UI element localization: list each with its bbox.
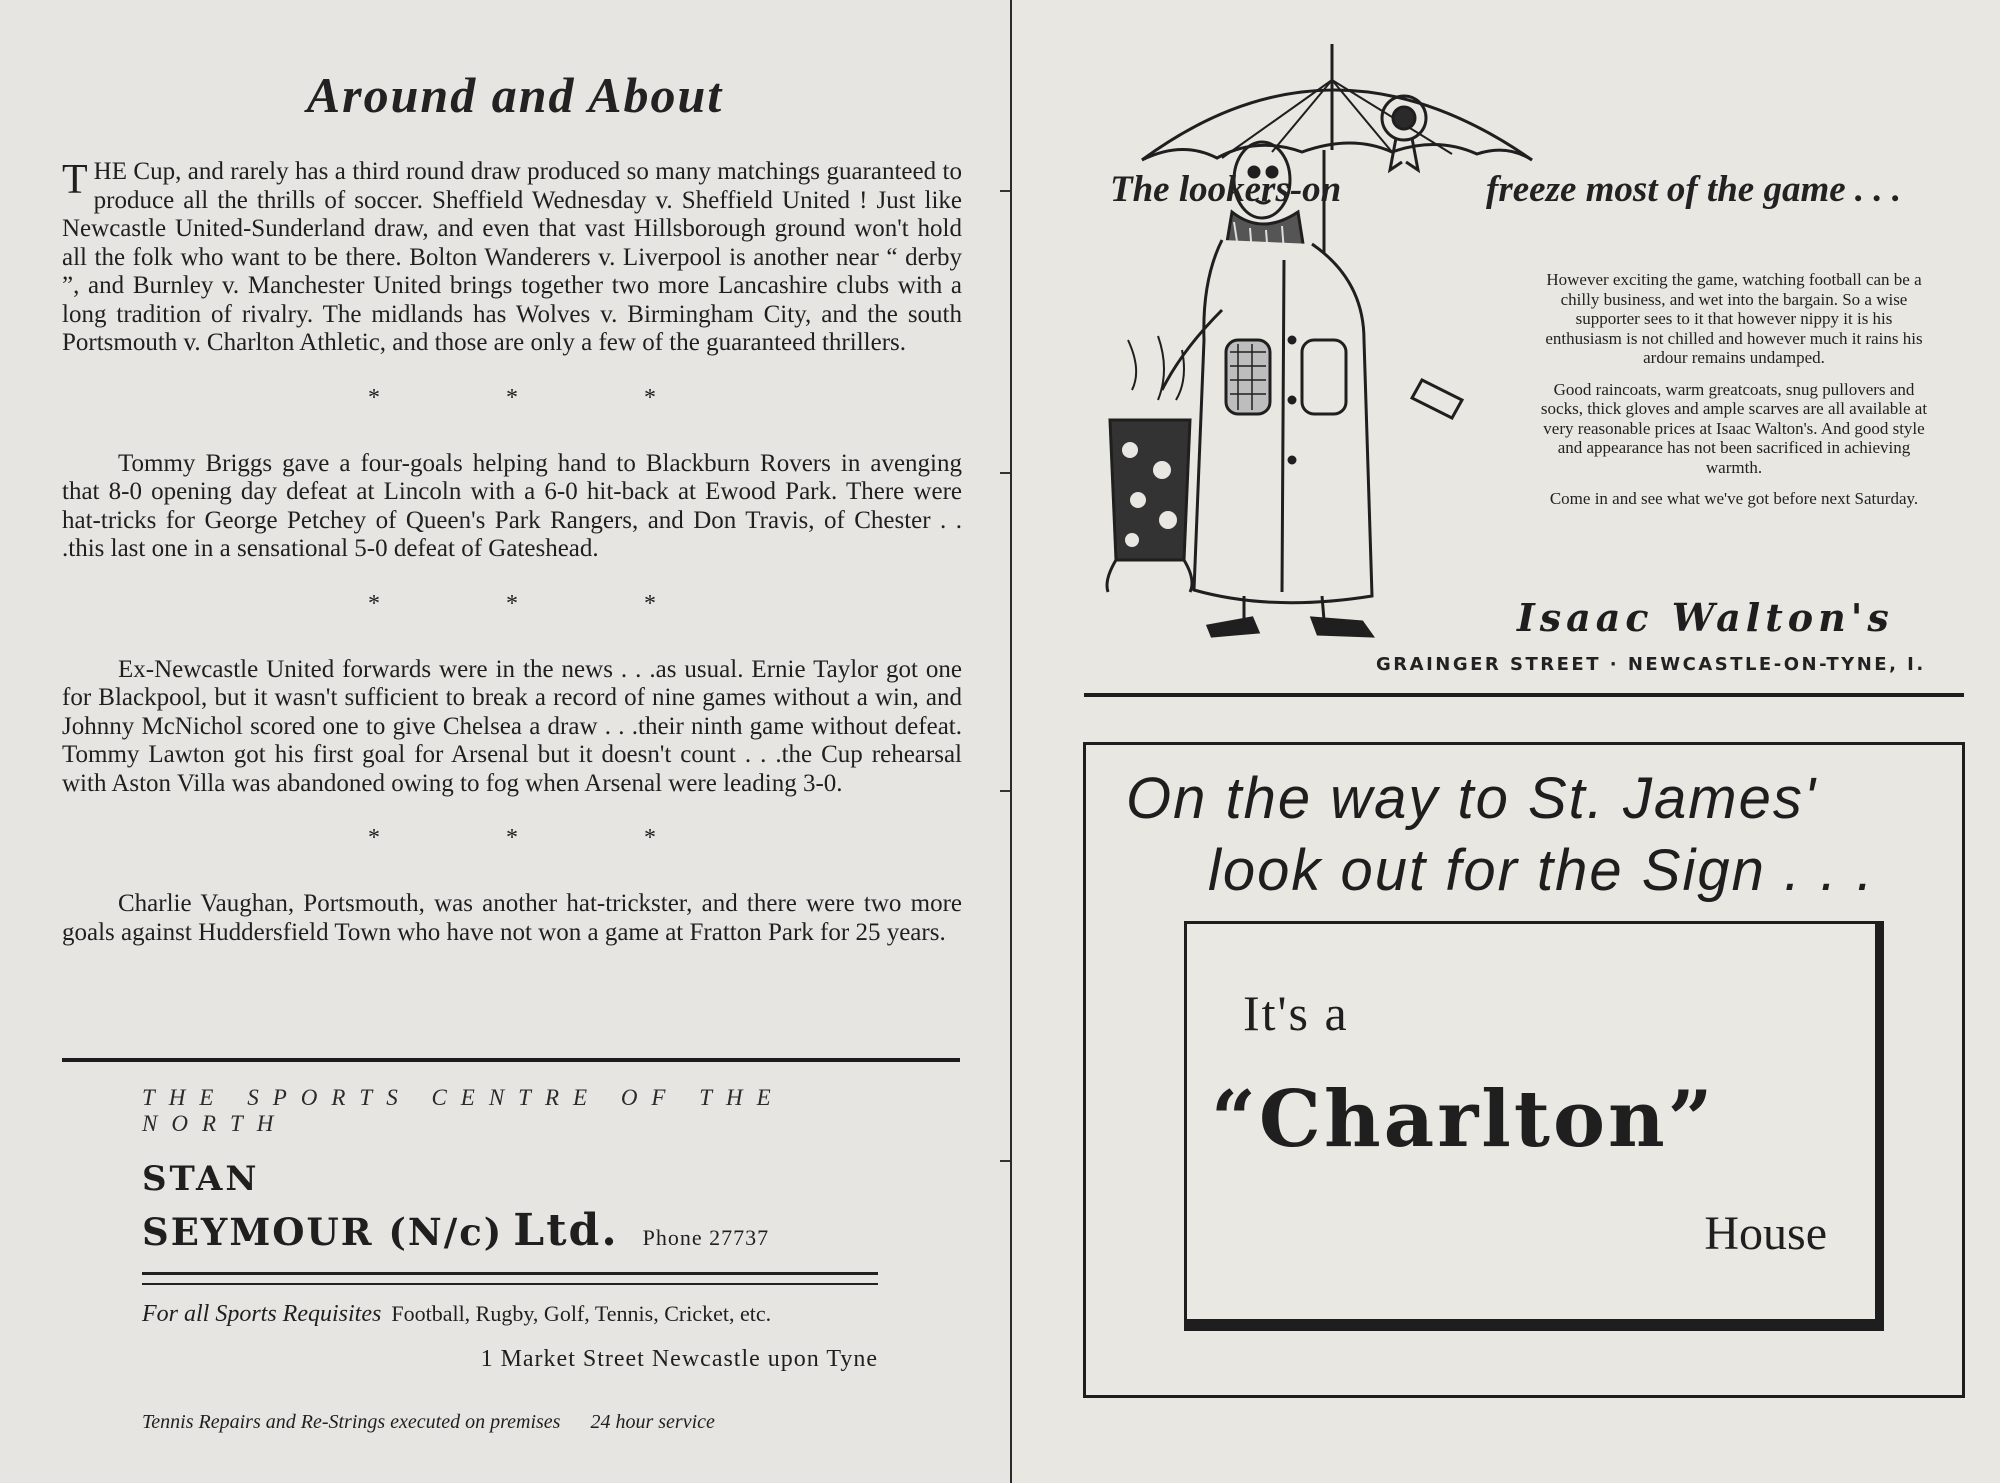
advert-headline-part1: The lookers-on: [1110, 169, 1342, 210]
advert-headline-part2: freeze most of the game . . .: [1486, 169, 1902, 210]
article-body: [62, 158, 962, 947]
requisites-label: For all Sports Requisites: [142, 1301, 382, 1327]
advert-copy: [1540, 270, 1928, 521]
stan-seymour-advert: [142, 1085, 902, 1434]
advert-copy-paragraph: However exciting the game, watching football can be a chilly business, and wet into the bargain. So a wise supporter sees to it that however nippy it is his enthusiasm is not chilled and however much it rains his ardour remains undamped.: [1545, 270, 1923, 367]
umbrella-canopy: [1142, 90, 1532, 160]
article-paragraph-3: Ex-Newcastle United forwards were in the news . . .as usual. Ernie Taylor got one for Blackpool, but it wasn't sufficient to break a record of nine games without a win, and Johnny McNichol scored one to give Chelsea a draw . . .their ninth game without defeat. Tommy Lawton got his first goal for Arsenal but it doesn't count . . .the Cup rehearsal with Aston Villa was abandoned owing to fog when Arsenal were leading 3-0.: [62, 655, 962, 797]
staple-mark: [1000, 472, 1010, 474]
brand-name: Isaac Walton's: [1517, 595, 1894, 640]
advert-tagline-line1: On the way to St. James': [1126, 766, 1817, 831]
sign-its-a: It's a: [1243, 985, 1349, 1041]
double-rule: [142, 1272, 878, 1285]
divider-rule: [62, 1058, 960, 1062]
right-page: [1012, 0, 2000, 1483]
advert-kicker: THE SPORTS CENTRE OF THE NORTH: [142, 1085, 785, 1136]
drop-cap: T: [62, 157, 88, 203]
company-ltd: Ltd.: [513, 1205, 619, 1256]
brand-address: GRAINGER STREET · NEWCASTLE-ON-TYNE, I.: [1376, 654, 1926, 675]
staple-mark: [1000, 1160, 1010, 1162]
advert-name-line2: [142, 1205, 902, 1256]
advert-name-line1: STAN: [142, 1159, 260, 1199]
brazier: [1110, 420, 1190, 560]
sign-house: House: [1704, 1207, 1827, 1260]
charlton-house-advert: [1083, 742, 1965, 1398]
paragraph-text: HE Cup, and rarely has a third round draw produced so many matchings guaranteed to produce all the thrills of soccer. Sheffield Wednesday v. Sheffield United ! Just like Newcastle United-Sunderland draw, and even that vast Hillsborough ground won't hold all the folk who want to be there. Bolton Wanderers v. Liverpool is another near “ derby ”, and Burnley v. Manchester United brings together two more Lancashire clubs with a long tradition of rivalry. The midlands has Wolves v. Birmingham City, and the south Portsmouth v. Charlton Athletic, and those are only a few of the guaranteed thrillers.: [62, 158, 962, 356]
phone-number: Phone 27737: [642, 1225, 770, 1250]
article-paragraph-2: Tommy Briggs gave a four-goals helping hand to Blackburn Rovers in avenging that 8-0 opening day defeat at Lincoln with a 6-0 hit-back at Ewood Park. There were hat-tricks for George Petchey of Queen's Park Rangers, and Don Travis, of Chester . . .this last one in a sensational 5-0 defeat of Gateshead.: [62, 449, 962, 562]
advert-copy-paragraph: Good raincoats, warm greatcoats, snug pullovers and socks, thick gloves and ample scarves are all available at very reasonable prices at Isaac Walton's. And good style and appearance has not been sacrificed in achieving warmth.: [1540, 379, 1928, 477]
section-separator: * * *: [368, 825, 716, 851]
spectator-illustration: [1012, 40, 1572, 660]
advert-address: 1 Market Street Newcastle upon Tyne: [480, 1346, 878, 1372]
advert-tagline-line2: look out for the Sign . . .: [1208, 838, 1875, 903]
repairs-text: Tennis Repairs and Re-Strings executed on premises: [142, 1411, 561, 1433]
isaac-walton-advert: [1012, 0, 2000, 700]
service-text: 24 hour service: [590, 1411, 715, 1433]
staple-mark: [1000, 190, 1010, 192]
requisites-line: [142, 1301, 902, 1328]
article-paragraph-4: Charlie Vaughan, Portsmouth, was another hat-trickster, and there were two more goals against Huddersfield Town who have not won a game at Fratton Park for 25 years.: [62, 890, 962, 946]
staple-mark: [1000, 790, 1010, 792]
sign-charlton: “Charlton”: [1211, 1074, 1716, 1165]
section-separator: * * *: [368, 384, 716, 411]
advert-copy-paragraph: Come in and see what we've got before next Saturday.: [1549, 489, 1919, 508]
requisites-list: Football, Rugby, Golf, Tennis, Cricket, etc.: [391, 1301, 772, 1326]
company-name: SEYMOUR (N/c): [142, 1210, 504, 1254]
shop-sign: [1184, 921, 1884, 1331]
divider-rule: [1084, 693, 1964, 697]
article-title: Around and About: [306, 67, 724, 123]
article-paragraph-1: [62, 158, 962, 358]
repairs-line: [142, 1411, 902, 1434]
section-separator: * * *: [368, 590, 716, 617]
